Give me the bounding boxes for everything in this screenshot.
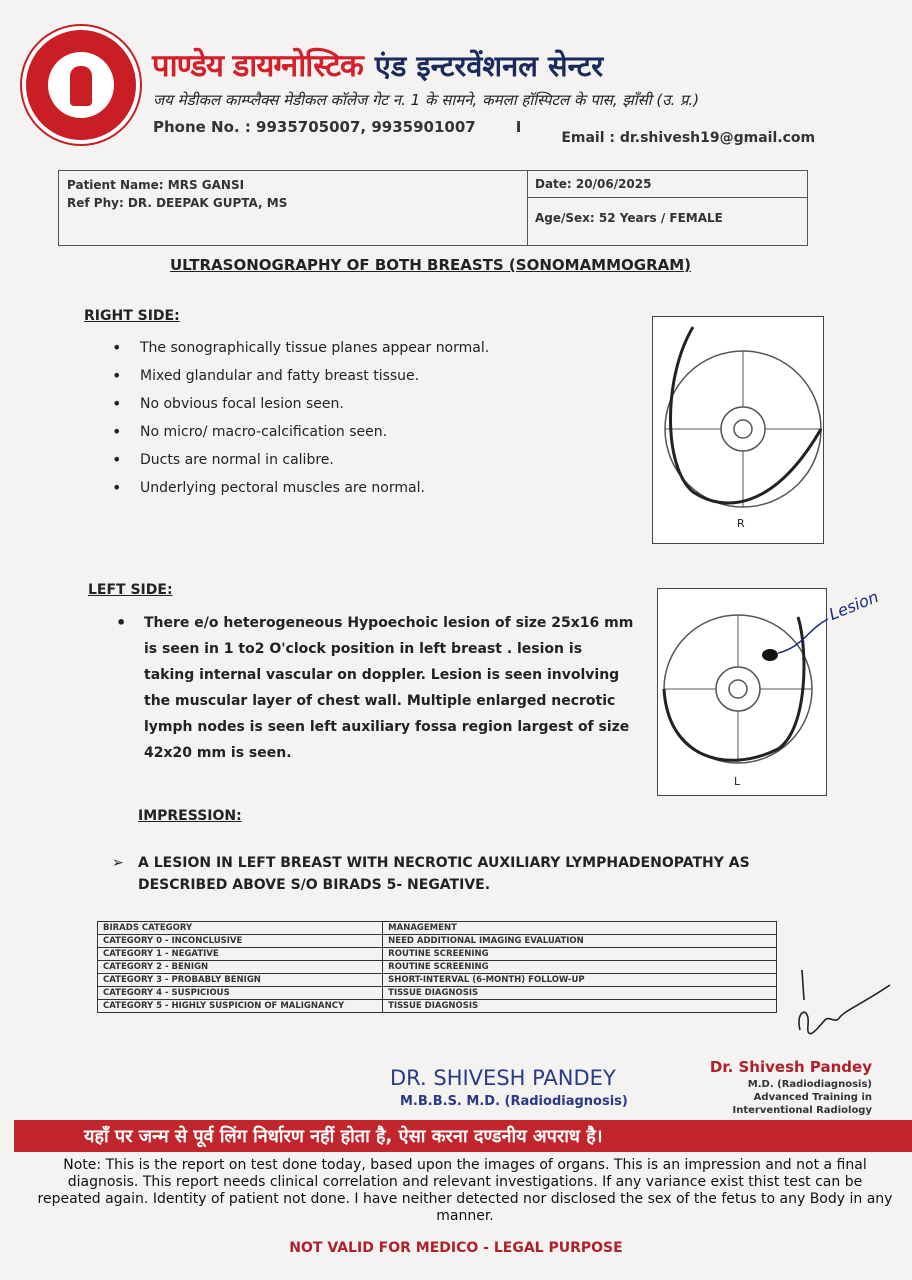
breast-diagram-icon: [653, 317, 825, 545]
finding: • The sonographically tissue planes appear normal.: [112, 334, 489, 362]
finding: • No micro/ macro-calcification seen.: [112, 418, 489, 446]
right-side-findings: [112, 334, 489, 502]
lesion-annotation: Lesion: [826, 587, 882, 624]
clinic-logo: [22, 26, 140, 144]
table-cell: ROUTINE SCREENING: [383, 961, 777, 974]
handwritten-signature: [780, 965, 910, 1055]
left-side-findings: [116, 610, 636, 766]
table-cell: TISSUE DIAGNOSIS: [383, 1000, 777, 1013]
finding: • There e/o heterogeneous Hypoechoic lesion of size 25x16 mm is seen in 1 to2 O'clock position in left breast . lesion is taking internal vascular on doppler. Lesion is seen involving the muscular layer of chest wall. Multiple enlarged necrotic lymph nodes is seen left auxiliary fossa region largest of size 42x20 mm is seen.: [116, 610, 636, 766]
right-breast-diagram: [652, 316, 824, 544]
table-cell: NEED ADDITIONAL IMAGING EVALUATION: [383, 935, 777, 948]
finding: • Mixed glandular and fatty breast tissue.: [112, 362, 489, 390]
referring-physician: Ref Phy: DR. DEEPAK GUPTA, MS: [67, 196, 288, 210]
table-cell: CATEGORY 1 - NEGATIVE: [98, 948, 383, 961]
patient-name: Patient Name: MRS GANSI: [67, 178, 245, 192]
clinic-name-suffix: एंड इन्टरवेंशनल सेन्टर: [374, 49, 604, 83]
patient-info-box: [58, 170, 808, 246]
clinic-title: [152, 44, 603, 86]
impression-heading: IMPRESSION:: [138, 808, 242, 824]
finding: • No obvious focal lesion seen.: [112, 390, 489, 418]
impression-body: A LESION IN LEFT BREAST WITH NECROTIC AUXILIARY LYMPHADENOPATHY AS DESCRIBED ABOVE S/O BIRADS 5- NEGATIVE.: [138, 855, 750, 893]
legal-banner: यहाँ पर जन्म से पूर्व लिंग निर्धारण नहीं होता है, ऐसा करना दण्डनीय अपराध है।: [14, 1120, 912, 1152]
table-row: [98, 987, 777, 1000]
stamp-name: DR. SHIVESH PANDEY: [390, 1066, 616, 1090]
contact-row: [153, 118, 815, 146]
right-side-heading: RIGHT SIDE:: [84, 308, 180, 324]
table-cell: CATEGORY 4 - SUSPICIOUS: [98, 987, 383, 1000]
not-valid-notice: NOT VALID FOR MEDICO - LEGAL PURPOSE: [289, 1240, 623, 1256]
table-header: [98, 922, 777, 935]
doctor-credential: M.D. (Radiodiagnosis): [747, 1079, 872, 1090]
report-title: ULTRASONOGRAPHY OF BOTH BREASTS (SONOMAMMOGRAM): [170, 256, 692, 274]
separator: I: [515, 118, 522, 136]
age-sex: Age/Sex: 52 Years / FEMALE: [535, 211, 723, 225]
table-row: [98, 974, 777, 987]
table-cell: CATEGORY 0 - INCONCLUSIVE: [98, 935, 383, 948]
table-cell: TISSUE DIAGNOSIS: [383, 987, 777, 1000]
table-cell: CATEGORY 2 - BENIGN: [98, 961, 383, 974]
table-cell: CATEGORY 5 - HIGHLY SUSPICION OF MALIGNANCY: [98, 1000, 383, 1013]
finding: • Ducts are normal in calibre.: [112, 446, 489, 474]
doctor-credential: Advanced Training in: [753, 1092, 872, 1103]
table-cell: ROUTINE SCREENING: [383, 948, 777, 961]
table-row: [98, 1000, 777, 1013]
left-side-heading: LEFT SIDE:: [88, 582, 173, 598]
breast-diagram-icon: [658, 589, 828, 797]
clinic-name: पाण्डेय डायग्नोस्टिक: [152, 48, 363, 84]
clinic-address: जय मेडीकल काम्प्लैक्स मेडीकल कॉलेज गेट न. 1 के सामने, कमला हॉस्पिटल के पास, झाँसी (उ. प्र.): [153, 91, 700, 109]
report-date: Date: 20/06/2025: [535, 177, 652, 191]
table-cell: CATEGORY 3 - PROBABLY BENIGN: [98, 974, 383, 987]
clinic-phone: Phone No. : 9935705007, 9935901007: [153, 118, 476, 136]
finding: • Underlying pectoral muscles are normal.: [112, 474, 489, 502]
diagram-label: L: [734, 775, 741, 788]
table-row: [98, 948, 777, 961]
impression-text: [112, 852, 752, 896]
doctor-credential: Interventional Radiology: [732, 1105, 872, 1116]
arrow-icon: ➢: [112, 855, 124, 871]
header-cell: BIRADS CATEGORY: [98, 922, 383, 935]
table-cell: SHORT-INTERVAL (6-MONTH) FOLLOW-UP: [383, 974, 777, 987]
stamp-degree: M.B.B.S. M.D. (Radiodiagnosis): [400, 1094, 628, 1109]
disclaimer-note: Note: This is the report on test done today, based upon the images of organs. This is an impression and not a final diagnosis. This report needs clinical correlation and relevant investigations. If any variance exist thist test can be repeated again. Identity of patient not done. I have neither detected nor disclosed the sex of the fetus to any Body in any manner.: [37, 1157, 893, 1224]
diagram-label: R: [737, 517, 745, 530]
birads-table: [97, 921, 777, 1013]
clinic-email: Email : dr.shivesh19@gmail.com: [561, 130, 816, 146]
header-cell: MANAGEMENT: [383, 922, 777, 935]
table-row: [98, 961, 777, 974]
doctor-name: Dr. Shivesh Pandey: [709, 1058, 872, 1076]
left-breast-diagram: [657, 588, 827, 796]
table-row: [98, 935, 777, 948]
